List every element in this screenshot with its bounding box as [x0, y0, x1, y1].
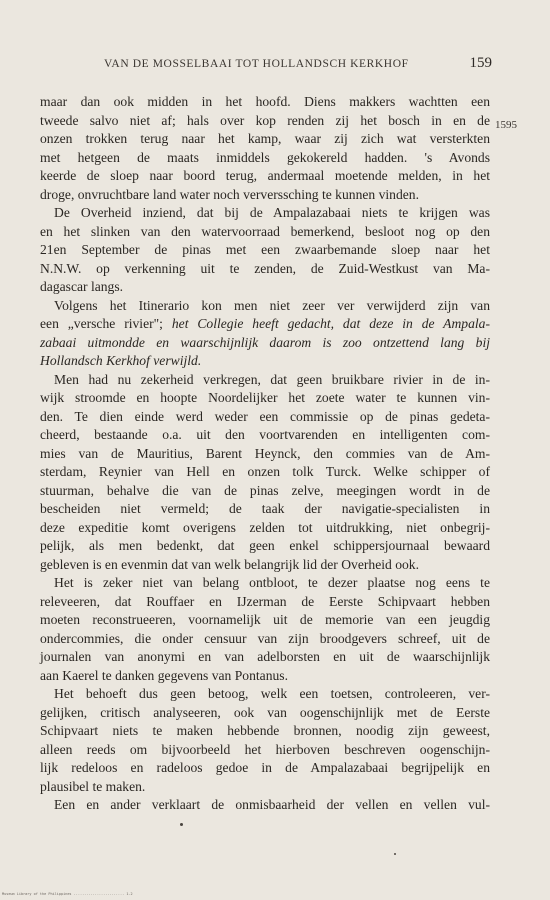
- text-line: [40, 408, 490, 427]
- text-run: sterdam, Reynier van Hell en onzen tolk Turck. Welke schipper of: [40, 464, 490, 479]
- text-line: [40, 112, 490, 131]
- text-run: dagascar langs.: [40, 279, 124, 294]
- text-run: een „versche rivier";: [40, 316, 172, 331]
- text-line: [40, 593, 490, 612]
- text-line: [40, 204, 490, 223]
- italic-text: zabaai uitmondde en waarschijnlijk daarom is zoo ontzettend lang bij: [40, 334, 490, 350]
- text-run: en het slinken van den watervoorraad bemerkend, besloot nog op den: [40, 223, 490, 239]
- text-line: [40, 704, 490, 723]
- text-run: keerde de sloep naar boord terug, andermaal moetende melden, in het: [40, 168, 490, 183]
- text-run: pelijk, als men bedenkt, dat geen enkel schippersjournaal bewaard: [40, 538, 490, 553]
- page-number: 159: [469, 55, 492, 71]
- text-run: moeten reconstrueeren, voornamelijk uit de memorie van een jeugdig: [40, 612, 490, 627]
- text-line: [40, 315, 490, 334]
- text-run: onzen trokken terug naar het kamp, waar zij zich wat versterkten: [40, 131, 490, 146]
- text-line: [40, 759, 490, 778]
- running-head: [40, 55, 492, 75]
- text-line: [40, 556, 490, 575]
- text-line: [40, 130, 490, 149]
- text-run: wijk stroomde en hoopte Noordelijker het zoete water te kunnen vin-: [40, 390, 490, 405]
- text-line: [40, 186, 490, 205]
- text-run: cheerd, bestaande o.a. uit den voortvarenden en intelligenten com-: [40, 427, 490, 442]
- text-line: [40, 260, 490, 279]
- ink-speck: [394, 853, 396, 855]
- text-line: [40, 278, 490, 297]
- text-run: Volgens het Itinerario kon men niet zeer ver verwijderd zijn van: [54, 297, 490, 313]
- text-line: [40, 519, 490, 538]
- text-line: [40, 334, 490, 353]
- text-line: [40, 149, 490, 168]
- text-line: [40, 796, 490, 815]
- text-line: [40, 574, 490, 593]
- text-run: 21en September de pinas met een zwaarbemande sloep naar het: [40, 242, 490, 257]
- text-run: alleen reeds om bijvoorbeeld het hierboven beschreven oogenschijn-: [40, 741, 490, 757]
- text-run: mies van de Mauritius, Barent Heynck, den commies van de Am-: [40, 445, 490, 461]
- text-run: Het is zeker niet van belang ontbloot, te dezer plaatse nog eens te: [54, 575, 490, 590]
- text-line: [40, 778, 490, 797]
- text-line: [40, 445, 490, 464]
- text-line: [40, 500, 490, 519]
- text-run: bescheiden niet vermeld; de taak der navigatie-specialisten in: [40, 501, 490, 516]
- text-run: plausibel te maken.: [40, 778, 146, 794]
- text-run: gelijken, critisch analyseeren, ook van oogenschijnlijk met de Eerste: [40, 704, 490, 720]
- text-line: [40, 389, 490, 408]
- text-line: [40, 648, 490, 667]
- footer-scan-label: Museum Library of the Philippines ........................ 1.2: [2, 892, 133, 896]
- text-run: Het behoeft dus geen betoog, welk een toetsen, controleeren, ver-: [54, 686, 490, 701]
- text-line: [40, 297, 490, 316]
- text-run: Een en ander verklaart de onmisbaarheid der vellen en vellen vul-: [54, 797, 490, 812]
- text-line: [40, 93, 490, 112]
- text-line: [40, 537, 490, 556]
- text-run: met hetgeen de maats inmiddels gekokereld hadden. 's Avonds: [40, 149, 490, 165]
- text-run: De Overheid inziend, dat bij de Ampalazabaai niets te krijgen was: [54, 205, 490, 220]
- text-line: [40, 167, 490, 186]
- text-run: maar dan ook midden in het hoofd. Diens makkers wachtten een: [40, 94, 490, 109]
- text-run: Men had nu zekerheid verkregen, dat geen bruikbare rivier in de in-: [54, 371, 490, 387]
- italic-text: Hollandsch Kerkhof verwijld.: [40, 353, 202, 368]
- italic-text: het Collegie heeft gedacht, dat deze in de Ampala-: [171, 316, 491, 331]
- text-run: tweede salvo niet af; hals over kop renden zij het bosch in en de: [40, 112, 490, 128]
- text-run: N.N.W. op verkenning uit te zenden, de Zuid-Westkust van Ma-: [40, 260, 490, 276]
- text-run: ondercommies, die onder censuur van zijn broodgevers schreef, uit de: [40, 630, 490, 646]
- text-run: stuurman, behalve die van de pinas zelve, meegingen wordt in de: [40, 482, 490, 498]
- text-line: [40, 426, 490, 445]
- text-line: [40, 482, 490, 501]
- text-line: [40, 741, 490, 760]
- text-run: journalen van anonymi en van adelborsten en uit de waarschijnlijk: [40, 649, 490, 664]
- ink-speck: [180, 823, 183, 826]
- text-line: [40, 630, 490, 649]
- text-line: [40, 223, 490, 242]
- text-run: releveeren, dat Rouffaer en IJzerman de Eerste Schipvaart hebben: [40, 593, 490, 609]
- text-line: [40, 241, 490, 260]
- text-line: [40, 722, 490, 741]
- body-text: [40, 93, 490, 815]
- text-line: [40, 667, 490, 686]
- text-run: deze expeditie komt overigens zelden tot uitdrukking, niet onbegrij-: [40, 519, 490, 535]
- margin-year: 1595: [495, 119, 517, 131]
- text-run: gebleven is en evenmin dat van welk belangrijk lid der Overheid ook.: [40, 556, 419, 572]
- text-line: [40, 352, 490, 371]
- text-line: [40, 685, 490, 704]
- text-line: [40, 371, 490, 390]
- text-run: aan Kaerel te danken gegevens van Pontanus.: [40, 667, 288, 683]
- text-run: lijk redeloos en radeloos gedoe in de Ampalazabaai begrijpelijk en: [40, 760, 490, 775]
- running-head-title: VAN DE MOSSELBAAI TOT HOLLANDSCH KERKHOF: [104, 58, 409, 70]
- text-line: [40, 463, 490, 482]
- text-line: [40, 611, 490, 630]
- text-run: Schipvaart niets te maken hebbende bronnen, noodig zijn geweest,: [40, 723, 490, 738]
- text-run: droge, onvruchtbare land water noch ververssching te kunnen vinden.: [40, 186, 419, 202]
- text-run: den. Te dien einde werd weder een commissie op de pinas gedeta-: [40, 408, 490, 424]
